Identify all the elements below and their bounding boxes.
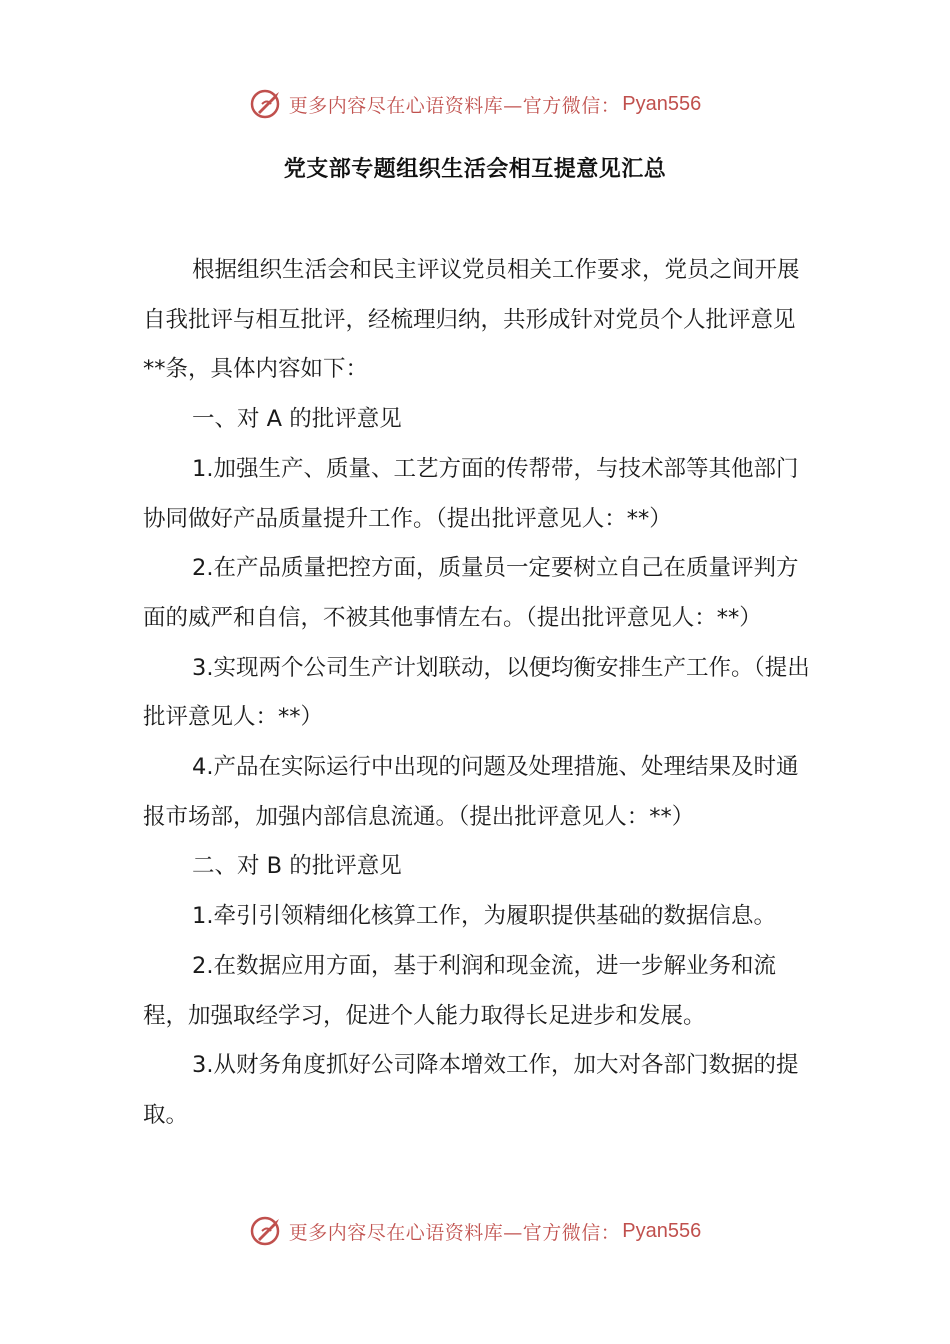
footer-watermark xyxy=(0,1211,950,1251)
header-watermark xyxy=(0,84,950,124)
section-a-item: 1.加强生产、质量、工艺方面的传帮带，与技术部等其他部门协同做好产品质量提升工作。（提出批评意见人：**） xyxy=(143,455,799,532)
section-a-heading: 一、对 A 的批评意见 xyxy=(192,406,402,433)
intro-paragraph: 根据组织生活会和民主评议党员相关工作要求，党员之间开展自我批评与相互批评，经梳理归纳，共形成针对党员个人批评意见**条，具体内容如下： xyxy=(143,257,800,383)
section-b-item: 3.从财务角度抓好公司降本增效工作，加大对各部门数据的提取。 xyxy=(143,1052,799,1128)
section-a-item: 3.实现两个公司生产计划联动，以便均衡安排生产工作。（提出批评意见人：**） xyxy=(143,654,810,731)
quill-seal-icon xyxy=(249,1213,285,1249)
watermark-text: 更多内容尽在心语资料库—官方微信： xyxy=(288,1221,621,1244)
section-b-item: 1.牵引引领精细化核算工作，为履职提供基础的数据信息。 xyxy=(192,903,776,930)
document-body xyxy=(143,246,813,1141)
watermark-wechat-id: Pyan556 xyxy=(622,92,702,115)
section-a-item: 2.在产品质量把控方面，质量员一定要树立自己在质量评判方面的威严和自信，不被其他事情左右。（提出批评意见人：**） xyxy=(143,555,799,631)
section-a-item: 4.产品在实际运行中出现的问题及处理措施、处理结果及时通报市场部，加强内部信息流通。（提出批评意见人：**） xyxy=(143,754,799,830)
section-b-heading: 二、对 B 的批评意见 xyxy=(192,853,402,880)
document-title: 党支部专题组织生活会相互提意见汇总 xyxy=(283,157,667,182)
watermark-wechat-id: Pyan556 xyxy=(622,1219,702,1242)
watermark-text: 更多内容尽在心语资料库—官方微信： xyxy=(288,94,621,117)
section-b-item: 2.在数据应用方面，基于利润和现金流，进一步解业务和流程，加强取经学习，促进个人能力取得长足进步和发展。 xyxy=(143,952,776,1029)
quill-seal-icon xyxy=(249,86,285,122)
